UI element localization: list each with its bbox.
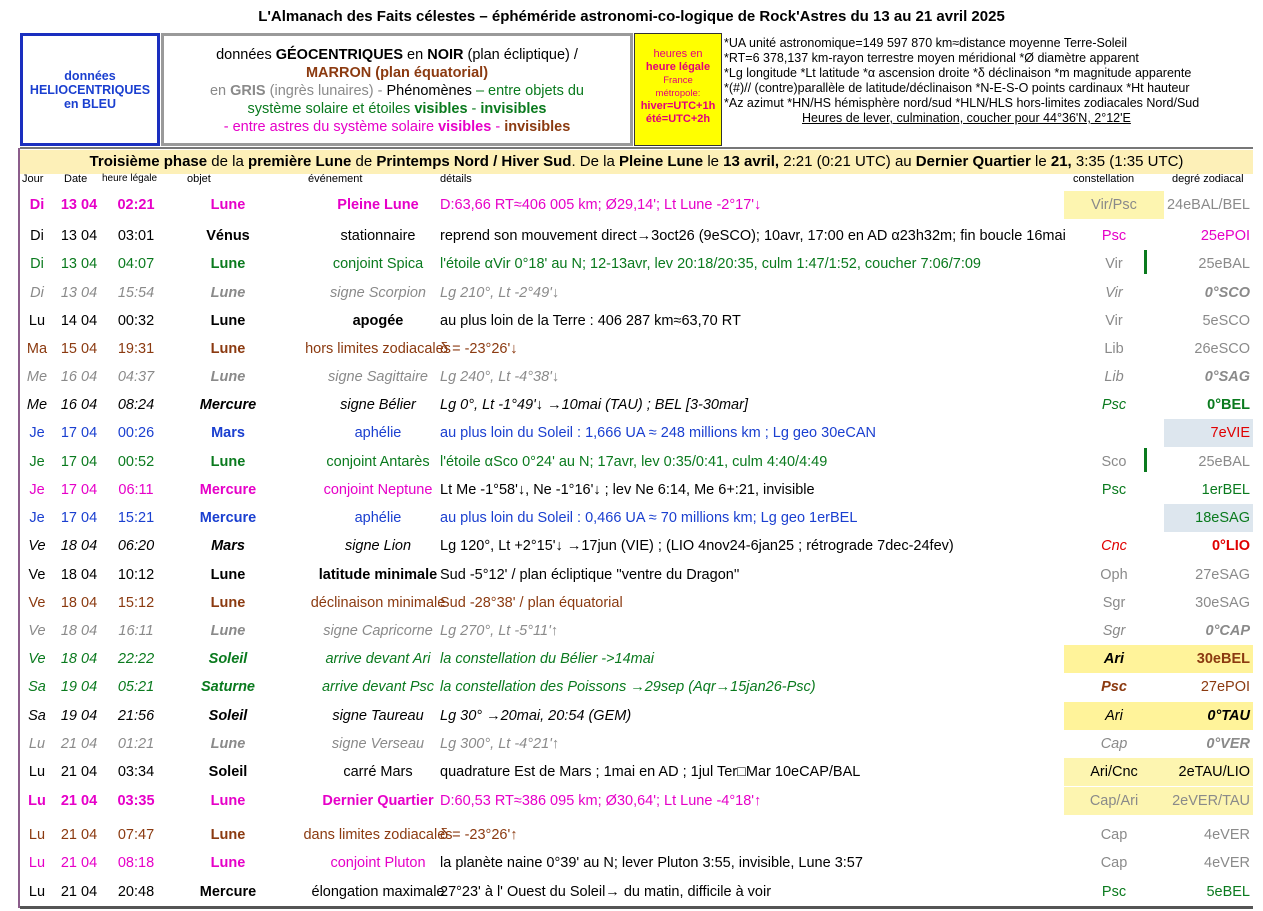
- cell-objet: Lune: [210, 454, 246, 470]
- cell-constellation: Oph: [1100, 567, 1128, 583]
- table-row: [20, 363, 1253, 391]
- cell-degre: 0°CAP: [1205, 623, 1250, 639]
- cell-objet: Lune: [210, 341, 246, 357]
- cell-degre: 7eVIE: [1164, 419, 1253, 447]
- cell-constellation: Vir: [1105, 256, 1123, 272]
- cell-details: Lg 0°, Lt -1°49'↓ →10mai (TAU) ; BEL [3-30mar]: [440, 397, 748, 413]
- cell-constellation: Cap/Ari: [1064, 787, 1164, 815]
- cell-heure: 10:12: [117, 567, 155, 583]
- cell-degre: 26eSCO: [1194, 341, 1250, 357]
- cell-objet: Mercure: [199, 482, 257, 498]
- cell-jour: Di: [30, 228, 44, 244]
- cell-jour: Je: [29, 482, 45, 498]
- cell-event: arrive devant Psc: [321, 679, 435, 695]
- divider: [20, 906, 1253, 909]
- cell-details: Lg 240°, Lt -4°38'↓: [440, 369, 560, 385]
- geo-text: -: [491, 119, 505, 135]
- cell-objet: Lune: [210, 567, 246, 583]
- cell-constellation: Cap: [1100, 855, 1128, 871]
- cell-jour: Lu: [28, 827, 46, 843]
- abbreviations-notes: [724, 36, 1254, 126]
- table-row: [20, 589, 1253, 617]
- cell-heure: 15:54: [117, 285, 155, 301]
- cell-heure: 08:24: [117, 397, 155, 413]
- cell-degre: 4eVER: [1204, 855, 1250, 871]
- cell-details: δ = -23°26'↑: [440, 827, 518, 843]
- cell-date: 18 04: [60, 651, 98, 667]
- cell-details: la constellation du Bélier ->14mai: [440, 651, 654, 667]
- cell-heure: 00:32: [117, 313, 155, 329]
- cell-heure: 05:21: [117, 679, 155, 695]
- phase-text: de la: [207, 153, 248, 170]
- cell-objet: Lune: [210, 313, 246, 329]
- cell-event: signe Lion: [344, 538, 412, 554]
- col-header-heure: heure légale: [102, 173, 158, 184]
- cell-details: 27°23' à l' Ouest du Soleil→ du matin, difficile à voir: [440, 884, 772, 900]
- cell-details: la constellation des Poissons →29sep (Aqr→15jan26-Psc): [440, 679, 816, 695]
- cell-heure: 02:21: [117, 197, 155, 213]
- cell-date: 21 04: [60, 884, 98, 900]
- cell-degre: 2eVER/TAU: [1164, 787, 1253, 815]
- table-row: [20, 758, 1253, 786]
- cell-degre: 5eSCO: [1202, 313, 1250, 329]
- cell-event: déclinaison minimale: [310, 595, 446, 611]
- table-row: [20, 335, 1253, 363]
- phase-text: première Lune: [247, 153, 352, 170]
- cell-date: 14 04: [60, 313, 98, 329]
- geo-text: - entre astres du système solaire: [223, 119, 439, 135]
- cell-objet: Lune: [210, 855, 246, 871]
- cell-date: 16 04: [60, 397, 98, 413]
- phase-text: . De la: [571, 153, 619, 170]
- cell-details: l'étoile αVir 0°18' au N; 12-13avr, lev 20:18/20:35, culm 1:47/1:52, coucher 7:06/7:09: [440, 256, 981, 272]
- cell-constellation: Cap: [1100, 827, 1128, 843]
- cell-heure: 03:34: [117, 764, 155, 780]
- cell-event: Pleine Lune: [337, 197, 419, 213]
- cell-objet: Lune: [210, 595, 246, 611]
- cell-heure: 03:35: [117, 793, 155, 809]
- cell-constellation: Psc: [1101, 679, 1127, 695]
- cell-date: 17 04: [60, 425, 98, 441]
- table-row: [20, 878, 1253, 906]
- geo-text: (plan écliptique) /: [463, 47, 578, 63]
- cell-heure: 15:21: [117, 510, 155, 526]
- hl-line: été=UTC+2h: [645, 113, 711, 125]
- table-row: [20, 673, 1253, 701]
- cell-jour: Lu: [28, 793, 46, 809]
- cell-event: signe Taureau: [332, 708, 424, 724]
- cell-event: conjoint Pluton: [330, 855, 426, 871]
- cell-jour: Ve: [28, 538, 46, 554]
- cell-event: élongation maximale: [311, 884, 445, 900]
- cell-jour: Di: [29, 197, 45, 213]
- cell-event: dans limites zodiacales: [303, 827, 453, 843]
- cell-date: 13 04: [60, 256, 98, 272]
- cell-jour: Lu: [28, 764, 46, 780]
- cell-date: 13 04: [60, 285, 98, 301]
- cell-constellation: Ari/Cnc: [1064, 758, 1164, 786]
- geo-text: en: [403, 47, 428, 63]
- cell-objet: Mars: [211, 425, 245, 441]
- phase-text: le: [703, 153, 724, 170]
- cell-event: carré Mars: [343, 764, 413, 780]
- col-header-constellation: constellation: [1073, 173, 1135, 185]
- cell-objet: Mercure: [199, 397, 257, 413]
- cell-jour: Di: [30, 285, 44, 301]
- cell-objet: Lune: [210, 623, 246, 639]
- table-row: [20, 645, 1253, 673]
- cell-date: 21 04: [60, 736, 98, 752]
- geo-text: invisibles: [480, 101, 547, 117]
- cell-objet: Lune: [210, 256, 246, 272]
- cell-heure: 16:11: [118, 623, 154, 639]
- cell-objet: Lune: [210, 827, 246, 843]
- phase-text: 3:35 (1:35 UTC): [1071, 153, 1184, 170]
- cell-date: 18 04: [60, 595, 98, 611]
- cell-heure: 21:56: [117, 708, 155, 724]
- phase-text: de: [351, 153, 377, 170]
- cell-constellation: Lib: [1104, 341, 1124, 357]
- cell-event: conjoint Spica: [332, 256, 424, 272]
- cell-heure: 15:12: [117, 595, 155, 611]
- cell-constellation: Psc: [1101, 884, 1127, 900]
- cell-jour: Ve: [28, 623, 46, 639]
- cell-event: signe Scorpion: [330, 285, 426, 301]
- table-row: [20, 787, 1253, 815]
- cell-heure: 06:20: [117, 538, 155, 554]
- cell-jour: Me: [26, 397, 48, 413]
- cell-jour: Lu: [28, 884, 46, 900]
- geo-text: GÉOCENTRIQUES: [275, 47, 404, 63]
- cell-heure: 03:01: [117, 228, 155, 244]
- cell-date: 18 04: [60, 623, 98, 639]
- cell-date: 17 04: [60, 510, 98, 526]
- geo-text: système solaire et étoiles: [247, 101, 415, 117]
- table-row: [20, 617, 1253, 645]
- table-row: [20, 307, 1253, 335]
- col-header-jour: Jour: [22, 173, 44, 185]
- phase-text: 21,: [1050, 153, 1072, 170]
- cell-jour: Je: [29, 454, 45, 470]
- table-row: [20, 849, 1253, 877]
- phase-text: le: [1030, 153, 1051, 170]
- cell-degre: 0°SAG: [1204, 369, 1250, 385]
- cell-jour: Ve: [28, 567, 46, 583]
- cell-date: 18 04: [60, 538, 98, 554]
- cell-details: quadrature Est de Mars ; 1mai en AD ; 1jul Ter□Mar 10eCAP/BAL: [440, 764, 861, 780]
- geo-text: visibles: [414, 101, 468, 117]
- cell-event: signe Capricorne: [323, 623, 433, 639]
- helio-line: HELIOCENTRIQUES: [29, 82, 151, 97]
- cell-date: 17 04: [60, 482, 98, 498]
- cell-details: D:60,53 RT≈386 095 km; Ø30,64'; Lt Lune -4°18'↑: [440, 793, 762, 809]
- cell-event: hors limites zodiacales: [305, 341, 451, 357]
- table-row: [20, 730, 1253, 758]
- cell-details: Lt Me -1°58'↓, Ne -1°16'↓ ; lev Ne 6:14, Me 6+:21, invisible: [440, 482, 815, 498]
- cell-objet: Mercure: [199, 884, 257, 900]
- cell-objet: Soleil: [208, 708, 248, 724]
- table-row: [20, 532, 1253, 560]
- cell-constellation: Vir: [1105, 313, 1123, 329]
- marker-bar: [1144, 448, 1147, 472]
- geo-legend-box: [161, 33, 633, 146]
- cell-jour: Je: [29, 510, 45, 526]
- cell-date: 19 04: [60, 708, 98, 724]
- cell-date: 21 04: [60, 764, 98, 780]
- cell-degre: 1erBEL: [1201, 482, 1250, 498]
- table-row: [20, 448, 1253, 476]
- phase-text: Dernier Quartier: [915, 153, 1031, 170]
- phase-banner: [20, 150, 1253, 174]
- cell-objet: Lune: [210, 197, 246, 213]
- cell-date: 13 04: [60, 228, 98, 244]
- geo-text: NOIR: [427, 47, 464, 63]
- cell-event: conjoint Antarès: [326, 454, 430, 470]
- geo-text: en: [209, 83, 231, 99]
- cell-details: Lg 270°, Lt -5°11'↑: [440, 623, 559, 639]
- col-header-details: détails: [440, 173, 472, 185]
- cell-details: au plus loin du Soleil : 0,466 UA ≈ 70 millions km; Lg geo 1erBEL: [440, 510, 858, 526]
- cell-details: Lg 300°, Lt -4°21'↑: [440, 736, 560, 752]
- table-row: [20, 821, 1253, 849]
- cell-event: latitude minimale: [318, 567, 438, 583]
- cell-jour: Lu: [28, 855, 46, 871]
- cell-details: Lg 30° →20mai, 20:54 (GEM): [440, 708, 632, 724]
- cell-details: au plus loin de la Terre : 406 287 km≈63,70 RT: [440, 313, 741, 329]
- col-header-event: événement: [308, 173, 363, 185]
- cell-degre: 25ePOI: [1200, 228, 1250, 244]
- cell-degre: 2eTAU/LIO: [1164, 758, 1253, 786]
- note-line: Heures de lever, culmination, coucher pour 44°36'N, 2°12'E: [802, 111, 1131, 125]
- cell-objet: Mars: [211, 538, 245, 554]
- cell-constellation: Cnc: [1101, 538, 1127, 554]
- helio-legend-box: [20, 33, 160, 146]
- cell-degre: 0°LIO: [1211, 538, 1250, 554]
- cell-objet: Lune: [210, 285, 246, 301]
- cell-constellation: Vir/Psc: [1064, 191, 1164, 219]
- cell-degre: 0°BEL: [1207, 397, 1250, 413]
- cell-constellation: Psc: [1101, 482, 1127, 498]
- cell-event: signe Bélier: [340, 397, 416, 413]
- cell-degre: 5eBEL: [1206, 884, 1250, 900]
- cell-event: Dernier Quartier: [322, 793, 434, 809]
- cell-heure: 00:52: [117, 454, 155, 470]
- cell-heure: 06:11: [118, 482, 154, 498]
- table-row: [20, 504, 1253, 532]
- cell-degre: 24eBAL/BEL: [1166, 197, 1250, 213]
- cell-degre: 0°SCO: [1204, 285, 1250, 301]
- cell-event: apogée: [352, 313, 404, 329]
- cell-details: δ = -23°26'↓: [440, 341, 518, 357]
- cell-event: aphélie: [354, 425, 402, 441]
- cell-degre: 30eBEL: [1164, 645, 1253, 673]
- cell-degre: 25eBAL: [1198, 256, 1250, 272]
- phase-text: 13 avril,: [723, 153, 780, 170]
- page-title: L'Almanach des Faits célestes – éphéméride astronomi-co-logique de Rock'Astres du 13 au 21 avril 2025: [258, 8, 1005, 25]
- cell-event: signe Sagittaire: [328, 369, 428, 385]
- cell-heure: 22:22: [117, 651, 155, 667]
- cell-constellation: Psc: [1101, 228, 1127, 244]
- cell-degre: 0°VER: [1206, 736, 1250, 752]
- cell-details: reprend son mouvement direct→3oct26 (9eSCO); 10avr, 17:00 en AD α23h32m; fin boucle 16mai: [440, 228, 1066, 244]
- cell-constellation: Sco: [1101, 454, 1127, 470]
- phase-text: 2:21 (0:21 UTC) au: [779, 153, 916, 170]
- cell-event: conjoint Neptune: [323, 482, 433, 498]
- cell-details: Sud -5°12' / plan écliptique ''ventre du Dragon'': [440, 567, 740, 583]
- cell-heure: 07:47: [117, 827, 155, 843]
- cell-jour: Lu: [28, 736, 46, 752]
- cell-date: 21 04: [60, 827, 98, 843]
- cell-constellation: Ari: [1064, 702, 1164, 730]
- cell-jour: Sa: [28, 679, 46, 695]
- phase-text: Pleine Lune: [618, 153, 704, 170]
- cell-objet: Soleil: [208, 764, 248, 780]
- cell-jour: Ve: [28, 595, 46, 611]
- note-line: *UA unité astronomique=149 597 870 km≈distance moyenne Terre-Soleil: [724, 36, 1128, 50]
- cell-objet: Vénus: [206, 228, 250, 244]
- geo-text: invisibles: [504, 119, 571, 135]
- table-row: [20, 391, 1253, 419]
- col-header-degre: degré zodiacal: [1172, 173, 1244, 185]
- geo-text: – entre objets du: [471, 83, 584, 99]
- cell-heure: 08:18: [117, 855, 155, 871]
- phase-text: Troisième phase: [89, 153, 208, 170]
- cell-constellation: Lib: [1104, 369, 1124, 385]
- hl-line: heure légale: [645, 61, 711, 73]
- cell-jour: Sa: [28, 708, 46, 724]
- col-header-objet: objet: [187, 173, 211, 185]
- cell-details: Sud -28°38' / plan équatorial: [440, 595, 623, 611]
- divider: [20, 147, 1253, 149]
- cell-objet: Mercure: [199, 510, 257, 526]
- cell-jour: Ma: [26, 341, 48, 357]
- cell-date: 17 04: [60, 454, 98, 470]
- cell-constellation: Psc: [1101, 397, 1127, 413]
- note-line: *(#)// (contre)parallèle de latitude/déclinaison *N-E-S-O points cardinaux *Ht hauteur: [724, 81, 1190, 95]
- helio-line: données: [64, 68, 116, 83]
- table-row: [20, 561, 1253, 589]
- geo-text: GRIS: [230, 83, 266, 99]
- col-header-date: Date: [64, 173, 88, 185]
- note-line: *RT=6 378,137 km-rayon terrestre moyen méridional *Ø diamètre apparent: [724, 51, 1139, 65]
- cell-objet: Saturne: [201, 679, 255, 695]
- hl-line: hiver=UTC+1h: [640, 100, 716, 112]
- cell-objet: Lune: [210, 793, 246, 809]
- hl-line: heures en: [653, 48, 703, 60]
- cell-degre: 27ePOI: [1200, 679, 1250, 695]
- hl-line: métropole:: [655, 88, 701, 99]
- cell-heure: 01:21: [117, 736, 155, 752]
- cell-objet: Lune: [210, 736, 246, 752]
- cell-event: aphélie: [354, 510, 402, 526]
- phase-text: Printemps Nord / Hiver Sud: [376, 153, 572, 170]
- heure-legale-box: [634, 33, 722, 146]
- hl-line: France: [663, 75, 693, 86]
- cell-degre: 30eSAG: [1195, 595, 1250, 611]
- cell-date: 16 04: [60, 369, 98, 385]
- cell-degre: 0°TAU: [1164, 702, 1253, 730]
- cell-event: arrive devant Ari: [325, 651, 431, 667]
- cell-jour: Lu: [28, 313, 46, 329]
- cell-constellation: Sgr: [1102, 623, 1126, 639]
- cell-degre: 27eSAG: [1195, 567, 1250, 583]
- note-line: *Az azimut *HN/HS hémisphère nord/sud *HLN/HLS hors-limites zodiacales Nord/Sud: [724, 96, 1200, 110]
- helio-line: en BLEU: [63, 96, 117, 111]
- cell-date: 21 04: [60, 855, 98, 871]
- geo-text: Phénomènes: [386, 83, 472, 99]
- cell-heure: 19:31: [117, 341, 155, 357]
- table-row: [20, 250, 1253, 278]
- cell-constellation: Cap: [1100, 736, 1128, 752]
- cell-jour: Je: [29, 425, 45, 441]
- table-row: [20, 419, 1253, 447]
- cell-heure: 04:07: [117, 256, 155, 272]
- geo-text: données: [216, 47, 276, 63]
- cell-jour: Di: [30, 256, 44, 272]
- table-row: [20, 476, 1253, 504]
- cell-constellation: Vir: [1105, 285, 1123, 301]
- note-line: *Lg longitude *Lt latitude *α ascension droite *δ déclinaison *m magnitude apparente: [724, 66, 1192, 80]
- geo-text: visibles: [438, 119, 492, 135]
- cell-details: la planète naine 0°39' au N; lever Pluton 3:55, invisible, Lune 3:57: [440, 855, 863, 871]
- cell-objet: Lune: [210, 369, 246, 385]
- table-row: [20, 222, 1253, 250]
- cell-heure: 04:37: [117, 369, 155, 385]
- cell-details: au plus loin du Soleil : 1,666 UA ≈ 248 millions km ; Lg geo 30eCAN: [440, 425, 876, 441]
- cell-event: stationnaire: [340, 228, 416, 244]
- cell-details: D:63,66 RT≈406 005 km; Ø29,14'; Lt Lune -2°17'↓: [440, 197, 762, 213]
- cell-constellation: Sgr: [1102, 595, 1126, 611]
- table-row: [20, 702, 1253, 730]
- cell-date: 21 04: [60, 793, 98, 809]
- cell-heure: 00:26: [117, 425, 155, 441]
- cell-date: 19 04: [60, 679, 98, 695]
- cell-jour: Me: [26, 369, 48, 385]
- cell-event: signe Verseau: [331, 736, 425, 752]
- cell-degre: 18eSAG: [1164, 504, 1253, 532]
- cell-details: Lg 210°, Lt -2°49'↓: [440, 285, 560, 301]
- cell-objet: Soleil: [208, 651, 248, 667]
- cell-heure: 20:48: [117, 884, 155, 900]
- cell-date: 18 04: [60, 567, 98, 583]
- cell-date: 13 04: [60, 197, 98, 213]
- cell-details: l'étoile αSco 0°24' au N; 17avr, lev 0:35/0:41, culm 4:40/4:49: [440, 454, 828, 470]
- cell-jour: Ve: [28, 651, 46, 667]
- cell-degre: 25eBAL: [1198, 454, 1250, 470]
- table-row: [20, 191, 1253, 219]
- geo-text: (ingrès lunaires) -: [265, 83, 387, 99]
- cell-date: 15 04: [60, 341, 98, 357]
- cell-constellation: Ari: [1064, 645, 1164, 673]
- table-row: [20, 279, 1253, 307]
- geo-text: -: [467, 101, 481, 117]
- cell-degre: 4eVER: [1204, 827, 1250, 843]
- cell-details: Lg 120°, Lt +2°15'↓ →17jun (VIE) ; (LIO 4nov24-6jan25 ; rétrograde 7dec-24fev): [440, 538, 954, 554]
- geo-text: MARRON (plan équatorial): [305, 65, 489, 81]
- marker-bar: [1144, 250, 1147, 274]
